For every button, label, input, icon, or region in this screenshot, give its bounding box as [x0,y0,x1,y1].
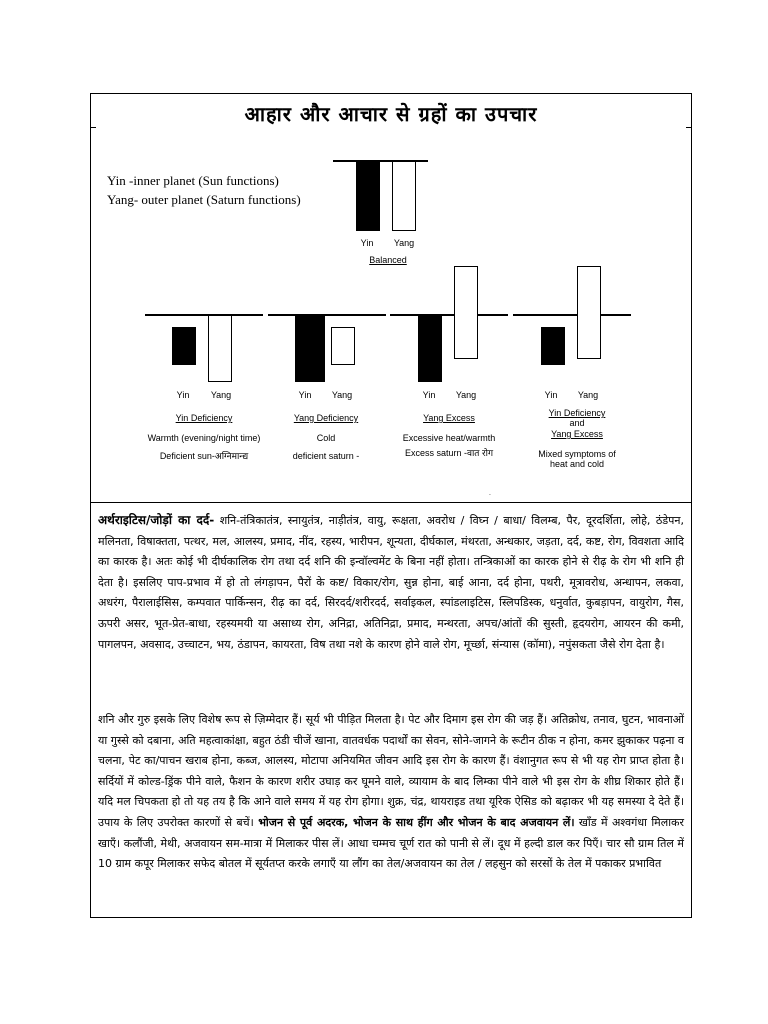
mixed-yang-bar [577,266,601,359]
yin-def-yang-label: Yang [210,390,232,400]
mixed-symptom-1: Mixed symptoms of [538,449,616,459]
yang-ex-title: Yang Excess [423,413,475,423]
yang-ex-baseline [390,314,508,316]
yang-def-yang-label: Yang [331,390,353,400]
legend-yang: Yang- outer planet (Saturn functions) [107,192,301,207]
mixed-title-2: and [569,418,585,428]
yang-ex-symptom: Excessive heat/warmth [402,433,496,443]
page-title: आहार और आचार से ग्रहों का उपचार [244,102,538,126]
yang-ex-note: Excess saturn -वात रोग [404,448,494,458]
arthritis-heading: अर्थराइटिस/जोड़ों का दर्द- [98,513,215,527]
causes-part1: शनि और गुरु इसके लिए विशेष रूप से ज़िम्मेदार हैं। सूर्य भी पीड़ित मिलता है। पेट और दिमाग इस रोग की जड़ हैं। अतिक्रोध, तनाव, घुटन, भावनाओं या गुस्से को दबाना, अति महत्वाकांक्षा, बहुत ठंडी चीजें खाना, वातवर्धक पदार्थों का सेवन, सोने-जागने के रूटीन ठीक न होना, कमर झुकाकर पढ़ना व चलना, पेट का/पाचन खराब होना, कब्ज, आलस्य, मोटापा अनियमित जीवन आदि इस रोग के कारण हैं। वंशानुगत रूप से भी यह रोग प्राप्त होता है। सर्दियों में कोल्ड-ड्रिंक पीने वाले, फैशन के कारण शरीर उघाड़ कर घूमने वाले, व्यायाम के बाद लिम्का पीने वाले भी इस रोग के शीघ्र शिकार होते हैं। यदि मल चिपकता हो तो यह तय है कि आने वाले समय में यह रोग होगा। शुक्र, चंद्र, थायराइड तथा यूरिक ऐसिड को बढ़ाकर भी यह समस्या दे देते हैं। उपाय के लिए उपरोक्त कारणों से बचें। [98,713,684,829]
yang-def-yin-bar [295,315,325,382]
right-tick [686,127,692,128]
balanced-yang-bar [392,161,416,231]
yang-ex-yang-bar [454,266,478,359]
mixed-yin-bar [541,327,565,365]
balanced-title: Balanced [369,255,407,265]
arthritis-body: शनि-तंत्रिकातंत्र, स्नायुतंत्र, नाड़ीतंत्र, वायु, रूक्षता, अवरोध / विघ्न / बाधा/ विलम्ब, पैर, दूरदर्शिता, लोहे, ठंडेपन, मलिनता, विषाक्तता, पत्थर, मल, आलस्य, प्रमाद, नींद, रहस्य, भारीपन, शून्यता, दीर्घकाल, मंथरता, अन्धकार, जड़ता, दर्द, कष्ट, रोग, विवशता आदि का कारक है। अतः कोई भी दीर्घकालिक रोग तथा दर्द शनि की इन्वॉल्वमेंट के बिना नहीं होता। तन्त्रिकाओं का कारक होने से रीढ़ के रोग भी शनि ही देता है। इसलिए पाप-प्रभाव में हो तो लंगड़ापन, पैरों के कष्ट/ विकार/रोग, सुन्न होना, बाई आना, दर्द होना, पथरी, मूत्रावरोध, अन्धापन, लकवा, अधरंग, पैरालाईसिस, कम्पवात पार्किन्सन, रीढ़ का दर्द, सिरदर्द/शरीरदर्द, सर्वाइकल, स्पांडलाइटिस, स्लिपडिस्क, धनुर्वात, कुबड़ापन, वायुरोग, गैस, ऊपरी असर, भूत-प्रेत-बाधा, रहस्यमयी या असाध्य रोग, अनिद्रा, अतिनिद्रा, प्रमाद, मन्थरता, अपच/आंतों की सुस्ती, हृदयरोग, आयरन की कमी, पागलपन, अवसाद, उच्चाटन, भय, ठंडापन, कायरता, विष तथा नशे के कारण होने वाले रोग, मूर्च्छा, संन्यास (कॉमा), नपुंसकता जैसे रोग देता है। [98,514,684,651]
mixed-baseline [513,314,631,316]
causes-part2: खाँड में अश्वगंधा मिलाकर खाएँ। कलौंजी, मेथी, अजवायन सम-मात्रा में मिलाकर पीस लें। आधा चम्मच चूर्ण रात को पानी से लें। दूध में हल्दी डाल कर पिएँ। चार सौ ग्राम तिल में 10 ग्राम कपूर मिलाकर सफेद बोतल में सूर्यतप्त करके लगाएँ या लौंग का तेल/अजवायन का तेल / लहसुन को सरसों के तेल में पकाकर प्रभावित [98,815,685,871]
yin-def-title: Yin Deficiency [175,413,233,423]
paragraph-arthritis [98,510,684,655]
legend [107,171,301,209]
balanced-yin-label: Yin [360,238,374,248]
yang-def-yin-label: Yin [298,390,312,400]
yang-def-note: deficient saturn - [292,451,360,461]
left-tick [90,127,96,128]
balanced-yin-bar [356,161,380,231]
yang-def-yang-bar [331,327,355,365]
yin-def-yang-bar [208,315,232,382]
yang-ex-yin-bar [418,315,442,382]
yin-def-note: Deficient sun-अग्निमान्द्य [159,451,249,461]
mixed-yin-label: Yin [544,390,558,400]
paragraph-causes [98,710,684,875]
yang-ex-yin-label: Yin [422,390,436,400]
yin-def-symptom: Warmth (evening/night time) [147,433,261,443]
stray-dot: . [489,490,491,497]
yang-ex-yang-label: Yang [455,390,477,400]
mixed-title-3: Yang Excess [551,429,603,439]
mixed-title-1: Yin Deficiency [548,408,606,418]
yang-def-baseline [268,314,386,316]
legend-yin: Yin -inner planet (Sun functions) [107,173,279,188]
mixed-yang-label: Yang [577,390,599,400]
yin-def-yin-label: Yin [176,390,190,400]
mixed-symptom-2: heat and cold [549,459,605,469]
yang-def-title: Yang Deficiency [293,413,359,423]
yang-def-symptom: Cold [316,433,336,443]
balanced-yang-label: Yang [393,238,415,248]
causes-bold: भोजन से पूर्व अदरक, भोजन के साथ हींग और भोजन के बाद अजवायन लें। [258,815,575,829]
yin-def-baseline [145,314,263,316]
yin-def-yin-bar [172,327,196,365]
